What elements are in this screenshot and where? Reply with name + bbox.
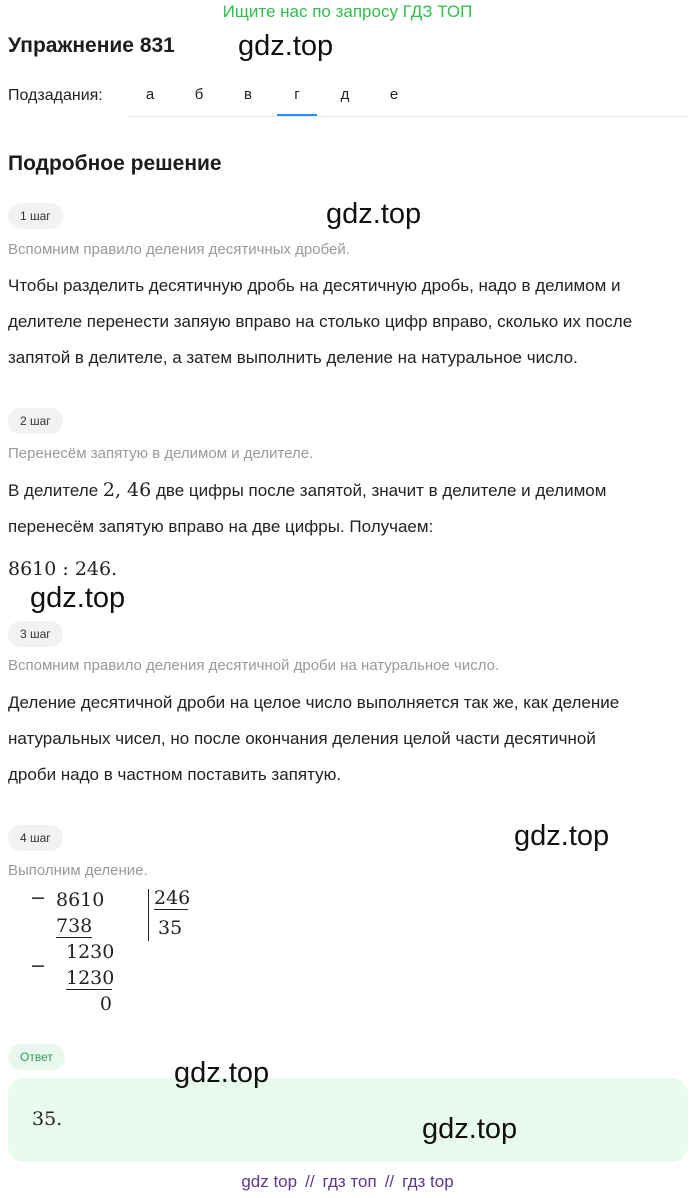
subtrahend-2: 1230 xyxy=(66,967,115,989)
text-fragment: В делителе xyxy=(8,481,99,500)
text-line: делителе перенести запяую вправо на столько цифр вправо, сколько их после xyxy=(8,312,633,331)
footer-link[interactable]: гдз top xyxy=(402,1172,454,1191)
step-hint: Выполним деление. xyxy=(8,862,148,879)
step-hint: Вспомним правило деления десятичных дробей. xyxy=(8,241,350,258)
text-fragment: две цифры после запятой, значит в делителе и делимом xyxy=(155,481,607,500)
subtask-tab-b[interactable]: б xyxy=(194,86,204,103)
watermark: gdz.top xyxy=(30,582,126,614)
watermark: gdz.top xyxy=(174,1057,270,1089)
watermark: gdz.top xyxy=(514,820,610,852)
step-text xyxy=(8,472,690,545)
answer-value: 35. xyxy=(32,1108,63,1130)
answer-box xyxy=(8,1078,688,1162)
answer-badge: Ответ xyxy=(8,1044,65,1070)
final-remainder: 0 xyxy=(99,993,112,1015)
step-text xyxy=(8,685,690,793)
footer-separator: // xyxy=(384,1172,395,1191)
subtasks-tabs xyxy=(128,76,688,117)
text-line: дроби надо в частном поставить запятую. xyxy=(8,765,342,784)
subtask-tab-a[interactable]: а xyxy=(145,86,155,103)
footer-links xyxy=(0,1172,695,1192)
footer-link[interactable]: gdz top xyxy=(241,1172,298,1191)
divisor: 246 xyxy=(154,887,191,909)
subtask-tab-d[interactable]: д xyxy=(340,86,350,103)
long-division xyxy=(0,885,220,1020)
dividend: 8610 xyxy=(56,889,105,911)
step-badge: 2 шаг xyxy=(8,408,63,434)
subtrahend-1: 738 xyxy=(56,915,93,937)
subtask-tab-g[interactable]: г xyxy=(277,86,317,103)
subtasks-label: Подзадания: xyxy=(8,87,103,104)
minus-sign: − xyxy=(30,955,46,977)
step-hint: Вспомним правило деления десятичной дроби на натуральное число. xyxy=(8,657,500,674)
step-badge: 1 шаг xyxy=(8,203,63,229)
subtask-tab-e[interactable]: е xyxy=(389,86,399,103)
text-line xyxy=(8,472,690,509)
footer-link[interactable]: гдз топ xyxy=(322,1172,377,1191)
section-title: Подробное решение xyxy=(8,152,222,175)
text-line: натуральных чисел, но после окончания деления целой части десятичной xyxy=(8,729,596,748)
subtask-tab-v[interactable]: в xyxy=(244,86,252,103)
step-badge: 3 шаг xyxy=(8,621,63,647)
minus-sign: − xyxy=(30,887,46,909)
step-hint: Перенесём запятую в делимом и делителе. xyxy=(8,445,314,462)
text-line: запятой в делителе, а затем выполнить деление на натуральное число. xyxy=(8,348,578,367)
quotient: 35 xyxy=(158,917,183,939)
division-vertical-line xyxy=(148,889,149,941)
text-line: Деление десятичной дроби на целое число выполняется так же, как деление xyxy=(8,693,620,712)
promo-banner: Ищите нас по запросу ГДЗ ТОП xyxy=(222,2,473,21)
math-number: 2, 46 xyxy=(102,479,152,501)
watermark: gdz.top xyxy=(238,30,334,62)
math-expression: 8610 : 246. xyxy=(8,558,118,580)
watermark: gdz.top xyxy=(422,1113,518,1145)
text-line: Чтобы разделить десятичную дробь на десятичную дробь, надо в делимом и xyxy=(8,276,621,295)
step-text xyxy=(8,268,690,376)
footer-separator: // xyxy=(305,1172,315,1191)
step-badge: 4 шаг xyxy=(8,825,63,851)
page-title: Упражнение 831 xyxy=(8,34,175,57)
watermark: gdz.top xyxy=(326,198,422,230)
partial-remainder: 1230 xyxy=(66,941,115,963)
text-line: перенесём запятую вправо на две цифры. Получаем: xyxy=(8,517,434,536)
